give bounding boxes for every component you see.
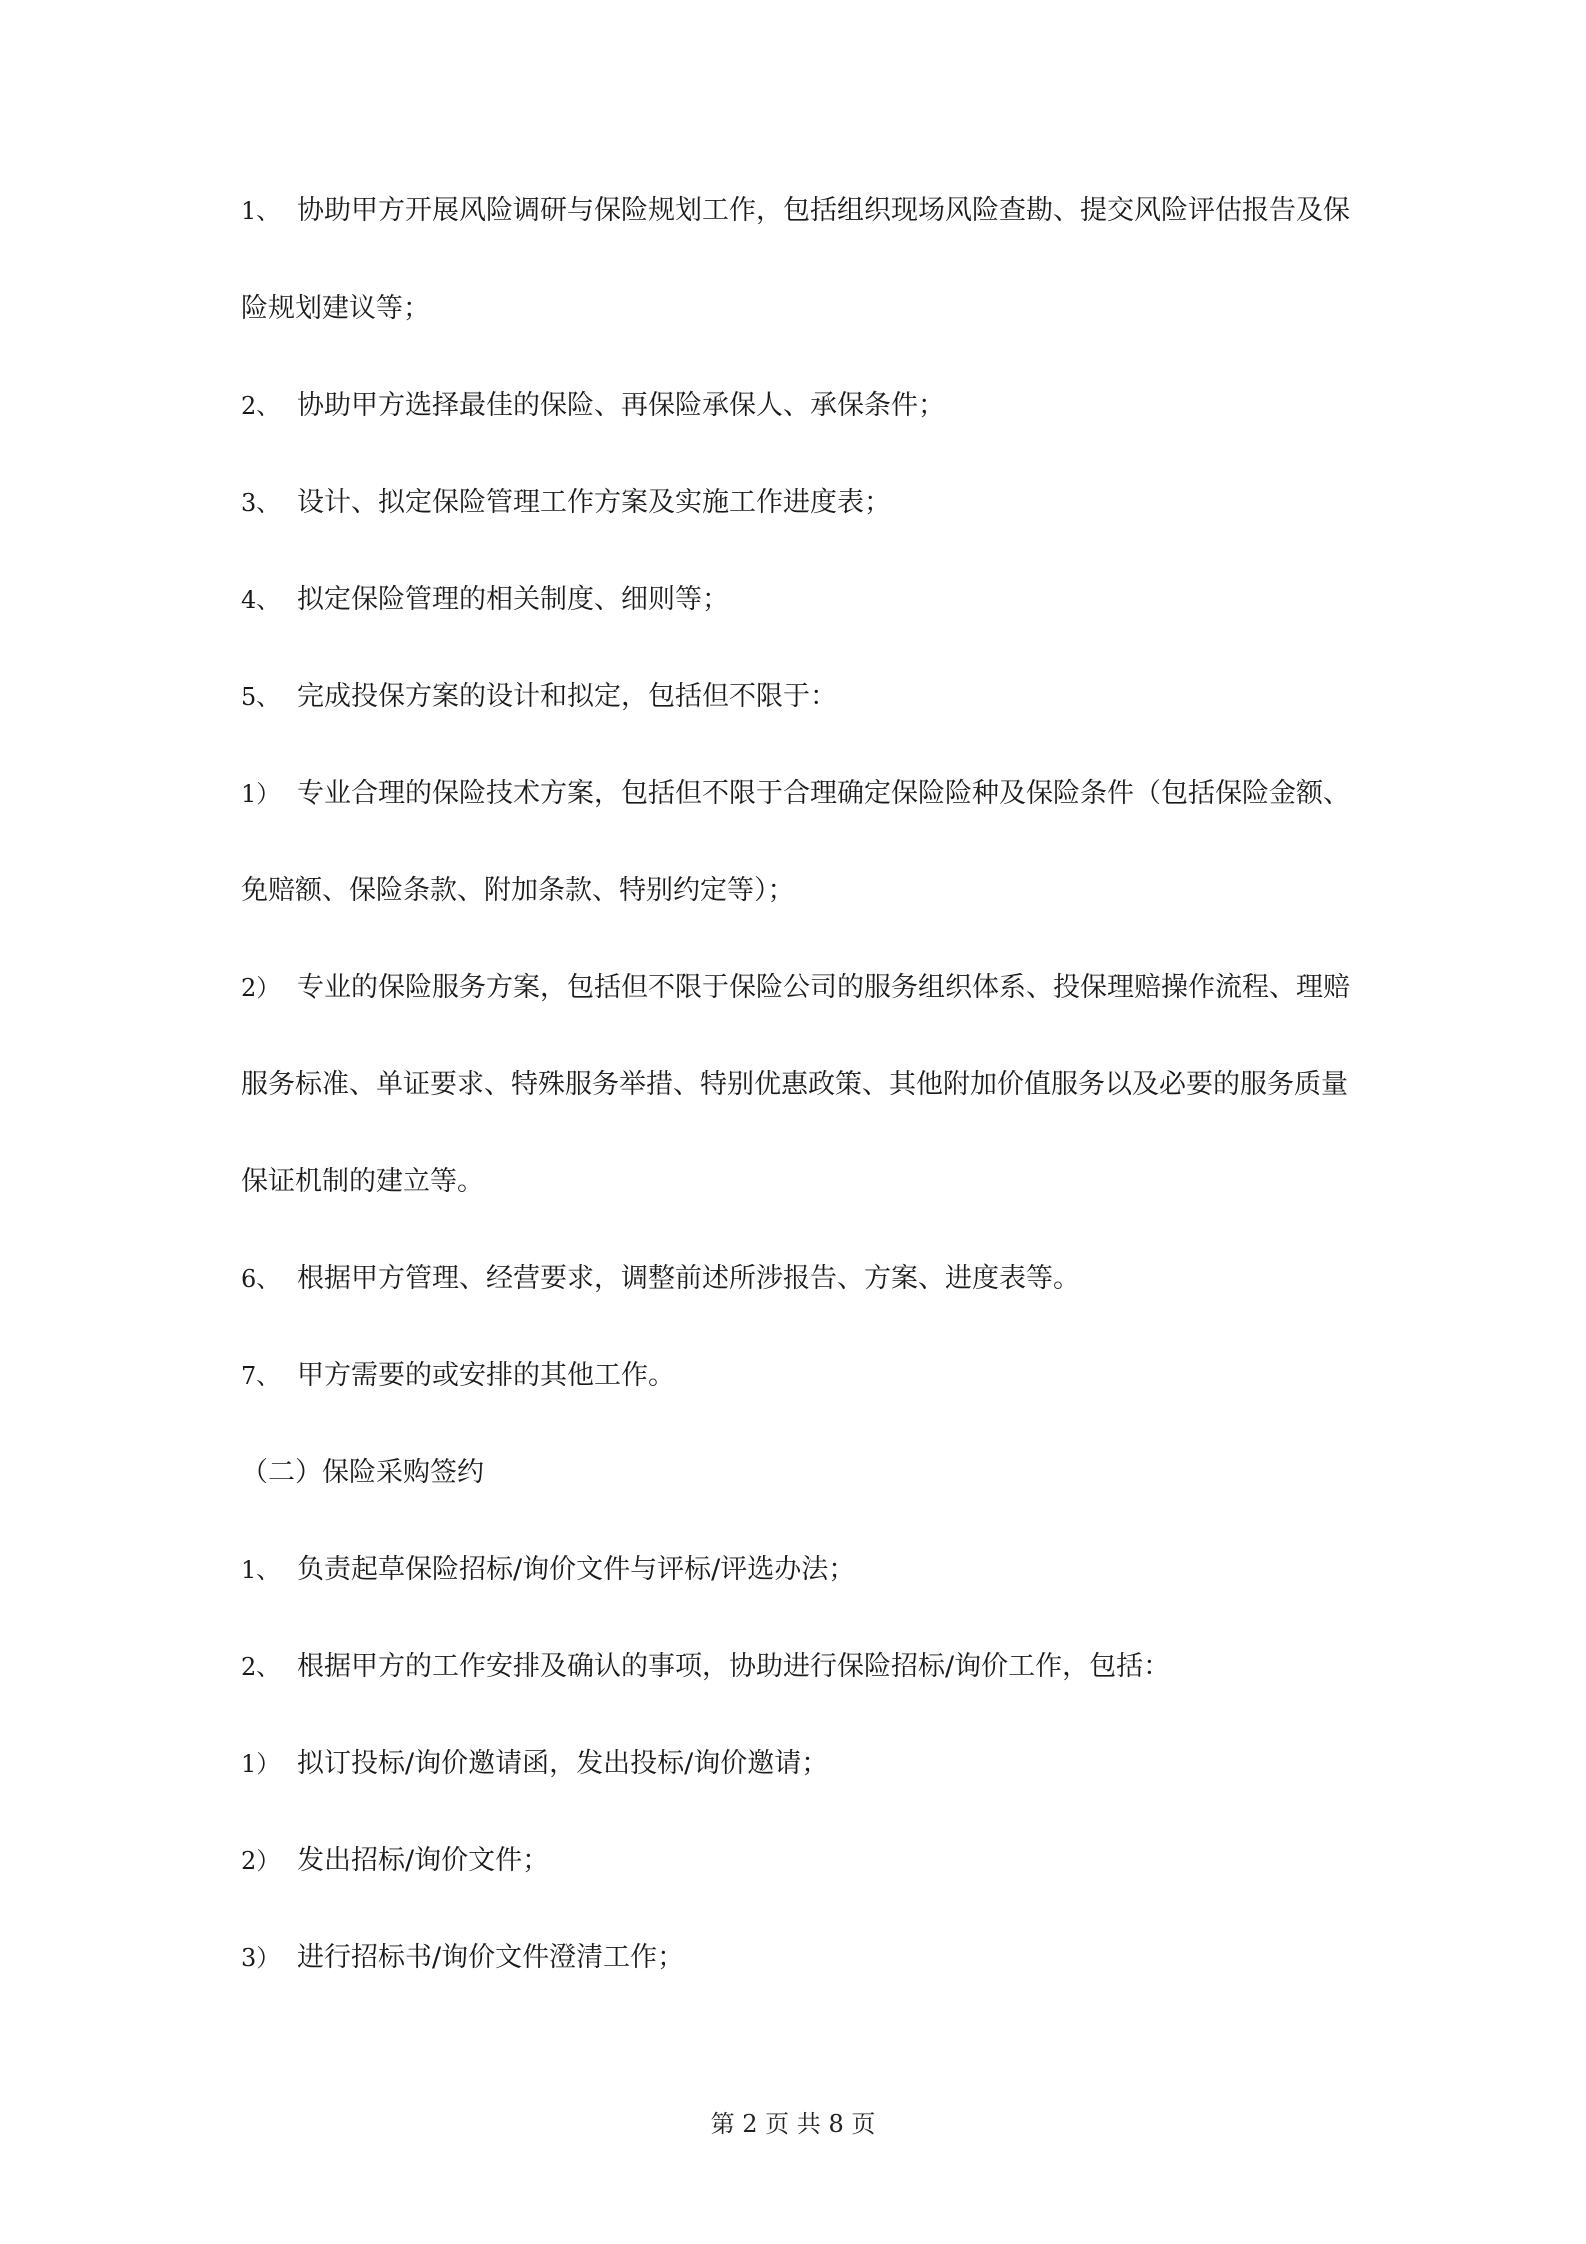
item-number: 1） [241,780,281,808]
item-text: 拟订投标/询价邀请函，发出投标/询价邀请； [297,1748,829,1779]
list-item [241,191,1361,231]
list-item [241,1550,1361,1590]
item-text: 完成投保方案的设计和拟定，包括但不限于： [297,681,837,712]
item-text: 协助甲方开展风险调研与保险规划工作，包括组织现场风险查勘、提交风险评估报告及保 [297,195,1350,226]
item-number: 2、 [241,392,281,420]
list-item [241,580,1361,620]
item-number: 2） [241,974,281,1002]
item-number: 2） [241,1847,281,1875]
sub-item [241,1841,1361,1881]
list-item [241,386,1361,426]
section-heading-text: （二）保险采购签约 [241,1457,484,1488]
item-text: 负责起草保险招标/询价文件与评标/评选办法； [297,1554,856,1585]
item-number: 7、 [241,1362,281,1390]
item-number: 4、 [241,586,281,614]
list-item [241,1647,1361,1687]
item-number: 2、 [241,1653,281,1681]
item-number: 6、 [241,1265,281,1293]
item-text: 根据甲方管理、经营要求，调整前述所涉报告、方案、进度表等。 [297,1263,1080,1294]
item-text: 甲方需要的或安排的其他工作。 [297,1360,675,1391]
item-text: 根据甲方的工作安排及确认的事项，协助进行保险招标/询价工作，包括： [297,1651,1171,1682]
sub-item [241,1938,1361,1978]
sub-item-continuation [241,871,1361,911]
list-item [241,677,1361,717]
section-heading [241,1453,1361,1493]
list-item [241,483,1361,523]
sub-item-continuation [241,1065,1361,1105]
item-text: 险规划建议等； [241,293,430,324]
sub-item-continuation [241,1162,1361,1202]
item-text: 设计、拟定保险管理工作方案及实施工作进度表； [297,487,891,518]
item-number: 3） [241,1944,281,1972]
list-item [241,1356,1361,1396]
item-number: 5、 [241,683,281,711]
item-text: 协助甲方选择最佳的保险、再保险承保人、承保条件； [297,390,945,421]
list-item-continuation [241,289,1361,329]
item-text: 服务标准、单证要求、特殊服务举措、特别优惠政策、其他附加价值服务以及必要的服务质量 [241,1069,1348,1100]
sub-item [241,1744,1361,1784]
item-text: 保证机制的建立等。 [241,1166,484,1197]
item-number: 1、 [241,1556,281,1584]
sub-item [241,774,1361,814]
item-text: 免赔额、保险条款、附加条款、特别约定等）； [241,875,795,906]
item-text: 进行招标书/询价文件澄清工作； [297,1942,685,1973]
sub-item [241,968,1361,1008]
item-number: 3、 [241,489,281,517]
item-number: 1、 [241,197,281,225]
item-text: 拟定保险管理的相关制度、细则等； [297,584,729,615]
page-footer: 第 2 页 共 8 页 [710,2110,876,2138]
item-text: 专业合理的保险技术方案，包括但不限于合理确定保险险种及保险条件（包括保险金额、 [297,778,1350,809]
item-number: 1） [241,1750,281,1778]
list-item [241,1259,1361,1299]
item-text: 专业的保险服务方案，包括但不限于保险公司的服务组织体系、投保理赔操作流程、理赔 [297,972,1350,1003]
item-text: 发出招标/询价文件； [297,1845,550,1876]
